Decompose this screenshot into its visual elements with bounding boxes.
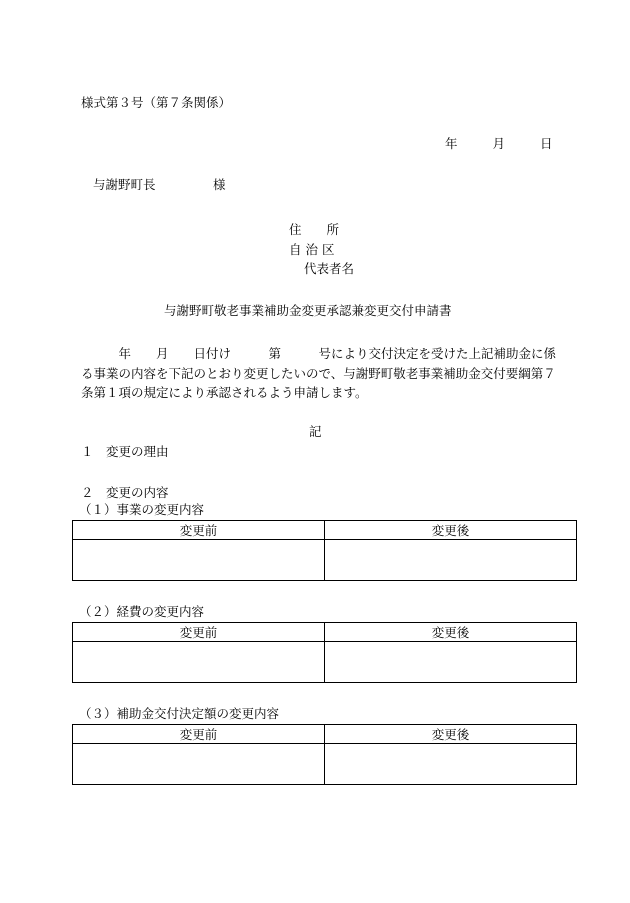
addressee-honorific: 様 xyxy=(213,177,226,192)
applicant-representative-label: 代表者名 xyxy=(304,261,355,276)
before-header: 変更前 xyxy=(73,725,325,744)
subsection-2-label: （２）経費の変更内容 xyxy=(79,604,205,619)
expense-change-table xyxy=(72,622,577,683)
after-header: 変更後 xyxy=(325,521,577,540)
after-header: 変更後 xyxy=(325,725,577,744)
before-header: 変更前 xyxy=(73,623,325,642)
subsection-1-label: （１）事業の変更内容 xyxy=(79,502,205,517)
document-title: 与謝野町敬老事業補助金変更承認兼変更交付申請書 xyxy=(164,303,452,318)
subsection-3-label: （３）補助金交付決定額の変更内容 xyxy=(79,706,280,721)
before-header: 変更前 xyxy=(73,521,325,540)
after-header: 変更後 xyxy=(325,623,577,642)
applicant-district-label: 自 治 区 xyxy=(289,241,335,257)
date-month: 月 xyxy=(492,136,505,151)
section-2-heading: ２ 変更の内容 xyxy=(81,485,169,500)
date-year: 年 xyxy=(445,136,458,151)
form-number: 様式第３号（第７条関係） xyxy=(81,95,232,110)
addressee-name: 与謝野町長 xyxy=(93,177,156,192)
after-cell[interactable] xyxy=(325,642,577,683)
date-line xyxy=(445,136,552,152)
after-cell[interactable] xyxy=(325,744,577,785)
before-cell[interactable] xyxy=(73,744,325,785)
ki-heading: 記 xyxy=(309,424,322,439)
body-paragraph: 年 月 日付け 第 号により交付決定を受けた上記補助金に係る事業の内容を下記のとおり変更したいので、与謝野町敬老事業補助金交付要綱第７条第１項の規定により承認されるよう申請します。 xyxy=(81,346,557,400)
applicant-block xyxy=(289,220,354,279)
business-change-table xyxy=(72,520,577,581)
applicant-address-label: 住 所 xyxy=(289,222,340,237)
after-cell[interactable] xyxy=(325,540,577,581)
section-1-heading: １ 変更の理由 xyxy=(81,444,169,459)
before-cell[interactable] xyxy=(73,540,325,581)
date-day: 日 xyxy=(539,136,553,151)
grant-amount-change-table xyxy=(72,724,577,785)
before-cell[interactable] xyxy=(73,642,325,683)
